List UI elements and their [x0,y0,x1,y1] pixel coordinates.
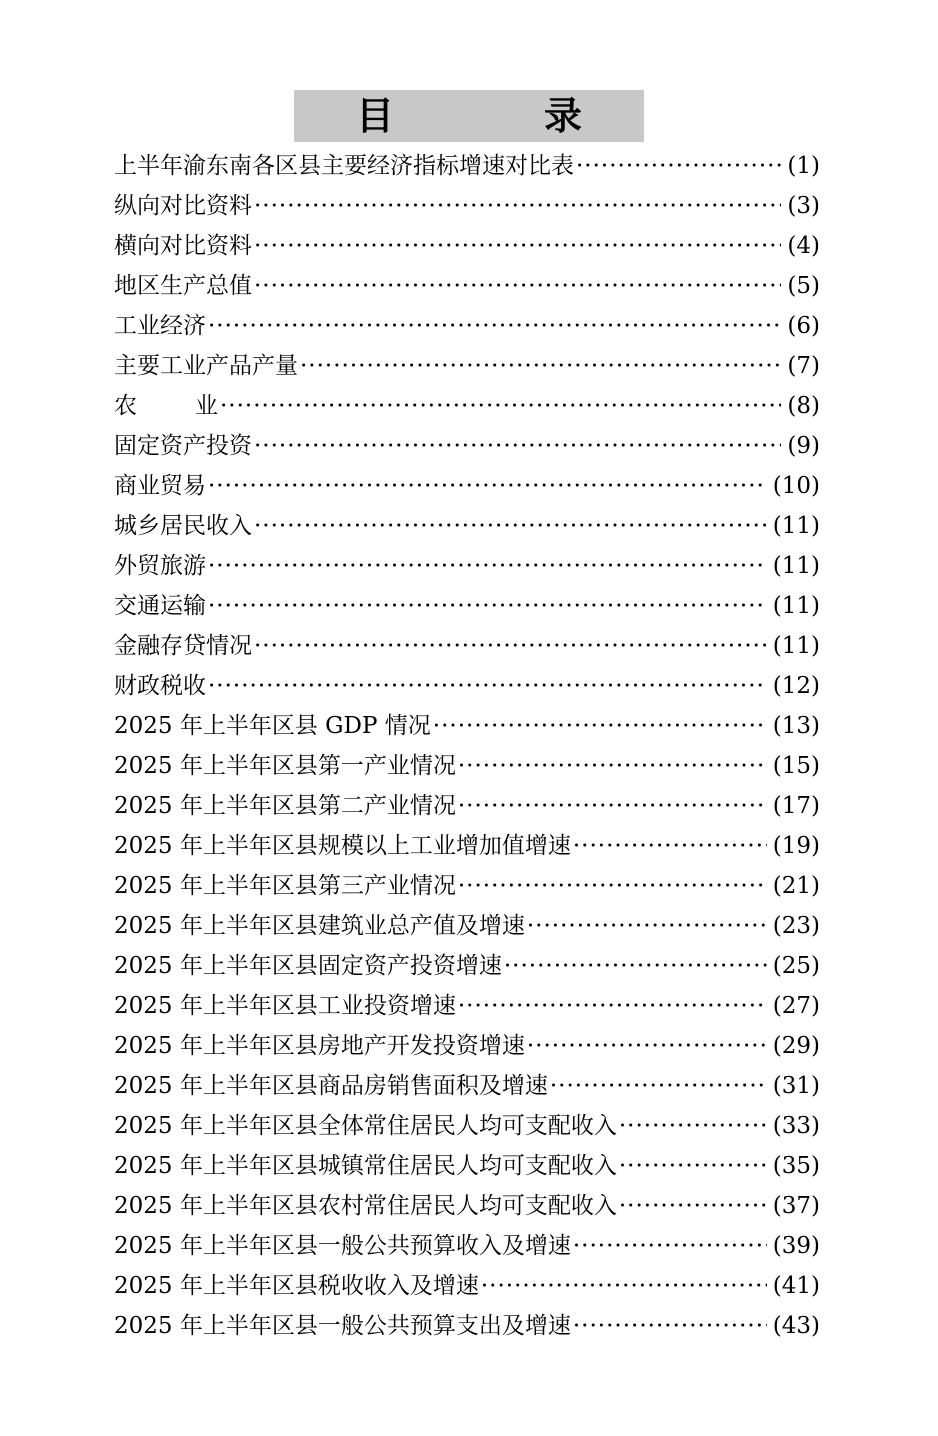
toc-entry[interactable] [114,826,820,866]
dot-leader [504,946,767,986]
toc-entry-label: 纵向对比资料 [114,193,252,219]
toc-entry-page: (1) [787,153,820,179]
toc-entry-label: 主要工业产品产量 [114,353,298,379]
toc-entry[interactable] [114,1026,820,1066]
toc-entry[interactable] [114,546,820,586]
toc-entry-page: (6) [787,313,820,339]
toc-entry-label: 2025 年上半年区县第一产业情况 [114,753,456,779]
toc-entry-label: 城乡居民收入 [114,513,252,539]
title-wrap [0,90,938,142]
toc-entry[interactable] [114,986,820,1026]
toc-entry-label: 2025 年上半年区县商品房销售面积及增速 [114,1073,548,1099]
toc-entry[interactable] [114,266,820,306]
dot-leader [573,1306,767,1346]
toc-entry-label: 工业经济 [114,313,206,339]
dot-leader [619,1186,767,1226]
toc-entry-label-part: 业 [195,393,218,419]
toc-entry-page: (25) [772,953,820,979]
toc-entry-label: 交通运输 [114,593,206,619]
toc-entry-page: (19) [772,833,820,859]
toc-entry-label: 2025 年上半年区县固定资产投资增速 [114,953,502,979]
dot-leader [619,1106,767,1146]
toc-entry[interactable] [114,1186,820,1226]
toc-entry-label: 2025 年上半年区县工业投资增速 [114,993,456,1019]
dot-leader [208,546,767,586]
toc-entry-page: (11) [772,593,820,619]
toc-entry-label: 外贸旅游 [114,553,206,579]
toc-entry-label: 2025 年上半年区县城镇常住居民人均可支配收入 [114,1153,617,1179]
dot-leader [481,1266,767,1306]
table-of-contents [114,146,820,1346]
toc-entry-label: 2025 年上半年区县房地产开发投资增速 [114,1033,525,1059]
toc-entry-label: 固定资产投资 [114,433,252,459]
toc-entry-label: 2025 年上半年区县一般公共预算支出及增速 [114,1313,571,1339]
toc-entry-page: (5) [787,273,820,299]
toc-entry-page: (35) [772,1153,820,1179]
toc-entry[interactable] [114,746,820,786]
toc-entry[interactable] [114,506,820,546]
toc-entry[interactable] [114,666,820,706]
dot-leader [254,626,767,666]
toc-entry[interactable] [114,946,820,986]
dot-leader [208,586,767,626]
toc-entry-page: (13) [772,713,820,739]
dot-leader [433,706,767,746]
dot-leader [458,986,767,1026]
dot-leader [208,306,781,346]
dot-leader [458,746,767,786]
toc-entry-label: 2025 年上半年区县农村常住居民人均可支配收入 [114,1193,617,1219]
toc-entry-label: 2025 年上半年区县第三产业情况 [114,873,456,899]
toc-entry-label: 横向对比资料 [114,233,252,259]
toc-entry[interactable] [114,306,820,346]
toc-entry[interactable] [114,1146,820,1186]
toc-entry-label: 财政税收 [114,673,206,699]
toc-entry-label: 商业贸易 [114,473,206,499]
toc-entry-page: (21) [772,873,820,899]
dot-leader [619,1146,767,1186]
toc-entry-page: (11) [772,633,820,659]
toc-entry-label: 2025 年上半年区县 GDP 情况 [114,713,431,739]
toc-entry-page: (41) [772,1273,820,1299]
toc-entry-page: (8) [787,393,820,419]
dot-leader [220,386,781,426]
toc-entry-label: 金融存贷情况 [114,633,252,659]
toc-entry[interactable] [114,186,820,226]
dot-leader [458,786,767,826]
toc-entry-page: (33) [772,1113,820,1139]
toc-entry-page: (39) [772,1233,820,1259]
toc-entry[interactable] [114,786,820,826]
toc-entry-label: 上半年渝东南各区县主要经济指标增速对比表 [114,153,574,179]
dot-leader [300,346,781,386]
toc-entry-label: 2025 年上半年区县第二产业情况 [114,793,456,819]
toc-entry-page: (29) [772,1033,820,1059]
dot-leader [208,466,767,506]
toc-entry-page: (31) [772,1073,820,1099]
toc-entry-label [114,386,218,426]
toc-entry-label: 2025 年上半年区县全体常住居民人均可支配收入 [114,1113,617,1139]
toc-entry-page: (11) [772,553,820,579]
page-title: 目 录 [294,90,644,142]
dot-leader [527,1026,767,1066]
dot-leader [458,866,767,906]
toc-entry[interactable] [114,626,820,666]
toc-entry-page: (9) [787,433,820,459]
toc-entry[interactable] [114,1266,820,1306]
toc-entry[interactable] [114,146,820,186]
toc-entry[interactable] [114,906,820,946]
toc-entry[interactable] [114,466,820,506]
toc-entry[interactable] [114,1306,820,1346]
toc-entry-page: (27) [772,993,820,1019]
dot-leader [208,666,767,706]
toc-entry-page: (37) [772,1193,820,1219]
toc-entry[interactable] [114,386,820,426]
toc-entry-page: (23) [772,913,820,939]
dot-leader [576,146,781,186]
toc-entry[interactable] [114,866,820,906]
toc-entry-page: (11) [772,513,820,539]
toc-entry[interactable] [114,586,820,626]
toc-entry-page: (10) [772,473,820,499]
toc-entry-label: 地区生产总值 [114,273,252,299]
toc-entry-label: 2025 年上半年区县税收收入及增速 [114,1273,479,1299]
toc-entry-page: (7) [787,353,820,379]
dot-leader [254,186,781,226]
toc-entry-page: (4) [787,233,820,259]
toc-entry[interactable] [114,226,820,266]
toc-entry-page: (3) [787,193,820,219]
dot-leader [254,426,781,466]
dot-leader [254,226,781,266]
toc-entry-page: (17) [772,793,820,819]
toc-entry[interactable] [114,1106,820,1146]
toc-entry[interactable] [114,706,820,746]
dot-leader [550,1066,767,1106]
toc-entry-label: 2025 年上半年区县建筑业总产值及增速 [114,913,525,939]
toc-entry-label: 2025 年上半年区县规模以上工业增加值增速 [114,833,571,859]
toc-entry-label: 2025 年上半年区县一般公共预算收入及增速 [114,1233,571,1259]
toc-entry[interactable] [114,1066,820,1106]
toc-entry[interactable] [114,346,820,386]
dot-leader [254,266,781,306]
toc-entry[interactable] [114,426,820,466]
toc-entry[interactable] [114,1226,820,1266]
dot-leader [573,1226,767,1266]
toc-entry-page: (15) [772,753,820,779]
dot-leader [573,826,767,866]
dot-leader [527,906,767,946]
toc-entry-label-part: 农 [114,393,137,419]
dot-leader [254,506,767,546]
toc-entry-page: (12) [772,673,820,699]
toc-entry-page: (43) [772,1313,820,1339]
